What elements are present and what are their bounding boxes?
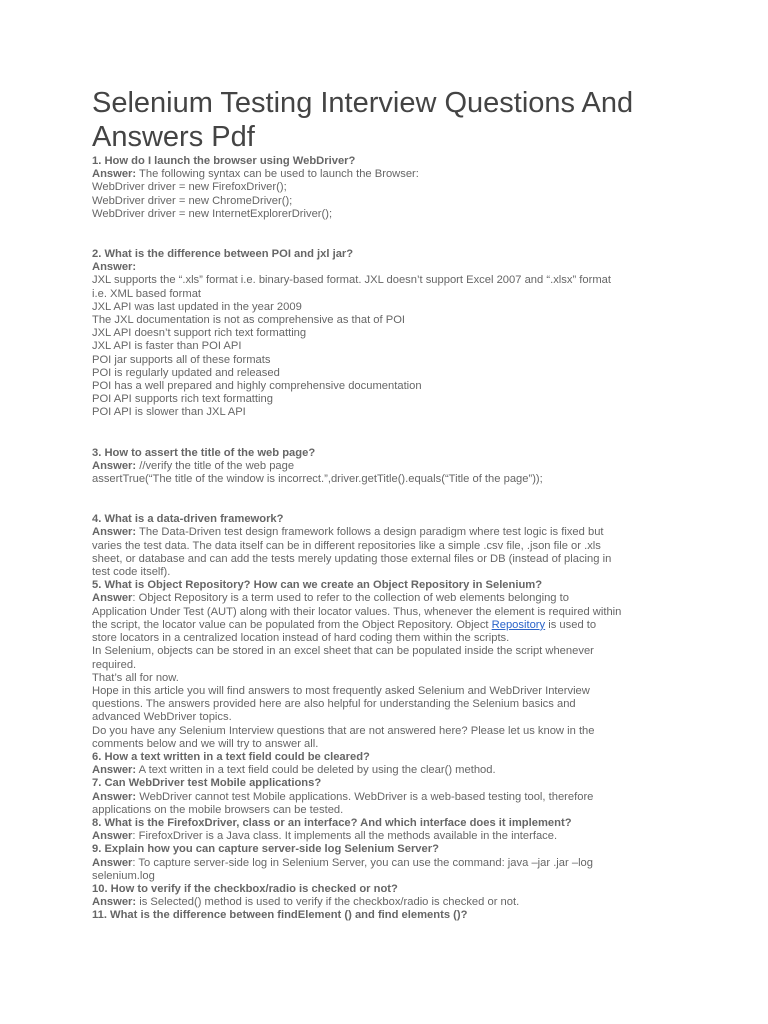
text-line: applications on the mobile browsers can be tested.	[92, 803, 344, 816]
answer-label: Answer:	[92, 168, 137, 181]
answer-label: Answer:	[92, 896, 137, 909]
answer-text: A text written in a text field could be deleted by using the clear() method.	[136, 764, 496, 777]
text-line: POI API supports rich text formatting	[92, 393, 273, 406]
question-heading: 9. Explain how you can capture server-side log Selenium Server?	[92, 843, 439, 856]
text-line: WebDriver driver = new ChromeDriver();	[92, 194, 293, 207]
text-line: WebDriver driver = new FirefoxDriver();	[92, 181, 287, 194]
answer-line	[92, 830, 692, 843]
answer-line	[92, 168, 692, 181]
answer-label: Answer:	[92, 261, 137, 274]
question-heading: 6. How a text written in a text field could be cleared?	[92, 750, 370, 763]
text-line: POI is regularly updated and released	[92, 366, 280, 379]
text-line: The JXL documentation is not as comprehensive as that of POI	[92, 314, 406, 327]
question-heading: 5. What is Object Repository? How can we create an Object Repository in Selenium?	[92, 579, 543, 592]
text-line: advanced WebDriver topics.	[92, 711, 232, 724]
paragraph-spacer	[92, 420, 692, 447]
text-line: sheet, or database and can add the tests merely updating those external files or DB (instead of placing in	[92, 552, 612, 565]
text-line: In Selenium, objects can be stored in an excel sheet that can be populated inside the script whenever	[92, 645, 594, 658]
text-line: JXL supports the “.xls” format i.e. binary-based format. JXL doesn’t support Excel 2007 and “.xlsx” format	[92, 274, 611, 287]
question-heading: 4. What is a data-driven framework?	[92, 513, 284, 526]
text-line: JXL API was last updated in the year 2009	[92, 300, 302, 313]
answer-label: Answer	[92, 592, 133, 605]
answer-text: : To capture server-side log in Selenium Server, you can use the command: java –jar .jar –log	[132, 856, 594, 869]
text-line: test code itself).	[92, 566, 171, 579]
question-heading: 8. What is the FirefoxDriver, class or an interface? And which interface does it implement?	[92, 816, 572, 829]
answer-line	[92, 896, 692, 909]
answer-text: //verify the title of the web page	[136, 459, 295, 472]
answer-label: Answer:	[92, 459, 137, 472]
answer-text: The Data-Driven test design framework follows a design paradigm where test logic is fixed but	[136, 526, 604, 539]
paragraph-spacer	[92, 221, 692, 248]
answer-label: Answer	[92, 830, 133, 843]
text-line: JXL API doesn’t support rich text formatting	[92, 327, 307, 340]
answer-text: The following syntax can be used to launch the Browser:	[136, 168, 419, 181]
text-line: Do you have any Selenium Interview questions that are not answered here? Please let us know in the	[92, 724, 595, 737]
text-line: Hope in this article you will find answers to most frequently asked Selenium and WebDriver Interview	[92, 684, 590, 697]
answer-label: Answer:	[92, 526, 137, 539]
text-line: comments below and we will try to answer all.	[92, 737, 319, 750]
text-line: required.	[92, 658, 137, 671]
text-segment: is used to	[545, 618, 597, 631]
repository-link[interactable]: Repository	[491, 618, 546, 631]
text-line: That’s all for now.	[92, 671, 179, 684]
answer-label: Answer:	[92, 764, 137, 777]
answer-line	[92, 791, 692, 804]
text-line: Application Under Test (AUT) along with their locator values. Thus, whenever the element is required within	[92, 605, 622, 618]
question-heading: 3. How to assert the title of the web page?	[92, 446, 316, 459]
question-heading: 2. What is the difference between POI and jxl jar?	[92, 248, 354, 261]
text-line-with-link	[92, 619, 692, 632]
question-heading: 11. What is the difference between findElement () and find elements ()?	[92, 909, 468, 922]
text-line: POI API is slower than JXL API	[92, 406, 246, 419]
text-line: WebDriver driver = new InternetExplorerDriver();	[92, 207, 333, 220]
text-line: POI has a well prepared and highly comprehensive documentation	[92, 380, 422, 393]
answer-line	[92, 592, 692, 605]
text-line: varies the test data. The data itself can be in different repositories like a simple .csv file, .json file or .xls	[92, 539, 601, 552]
answer-text: WebDriver cannot test Mobile applications. WebDriver is a web-based testing tool, therefore	[136, 790, 594, 803]
text-line: store locators in a centralized location instead of hard coding them within the scripts.	[92, 632, 510, 645]
answer-label: Answer	[92, 856, 133, 869]
text-line: questions. The answers provided here are also helpful for understanding the Selenium basics and	[92, 698, 576, 711]
paragraph-spacer	[92, 486, 692, 513]
text-segment: the script, the locator value can be populated from the Object Repository. Object	[92, 618, 492, 631]
text-line: POI jar supports all of these formats	[92, 353, 271, 366]
answer-line	[92, 261, 692, 274]
question-heading: 1. How do I launch the browser using WebDriver?	[92, 155, 356, 167]
text-line: JXL API is faster than POI API	[92, 340, 242, 353]
answer-line	[92, 857, 692, 870]
answer-line	[92, 526, 692, 539]
answer-line	[92, 764, 692, 777]
text-line: assertTrue(“The title of the window is incorrect.”,driver.getTitle().equals(“Title of the page”));	[92, 473, 543, 486]
answer-label: Answer:	[92, 790, 137, 803]
answer-text: : FirefoxDriver is a Java class. It implements all the methods available in the interface.	[132, 830, 558, 843]
document-body	[92, 155, 692, 923]
question-heading: 7. Can WebDriver test Mobile applications?	[92, 777, 322, 790]
answer-text: : Object Repository is a term used to refer to the collection of web elements belonging to	[132, 592, 569, 605]
answer-text: is Selected() method is used to verify if the checkbox/radio is checked or not.	[136, 896, 520, 909]
text-line: selenium.log	[92, 869, 155, 882]
answer-line	[92, 460, 692, 473]
text-line: i.e. XML based format	[92, 287, 202, 300]
question-heading: 10. How to verify if the checkbox/radio is checked or not?	[92, 882, 398, 895]
document-title: Selenium Testing Interview Questions And Answers Pdf	[92, 87, 634, 153]
